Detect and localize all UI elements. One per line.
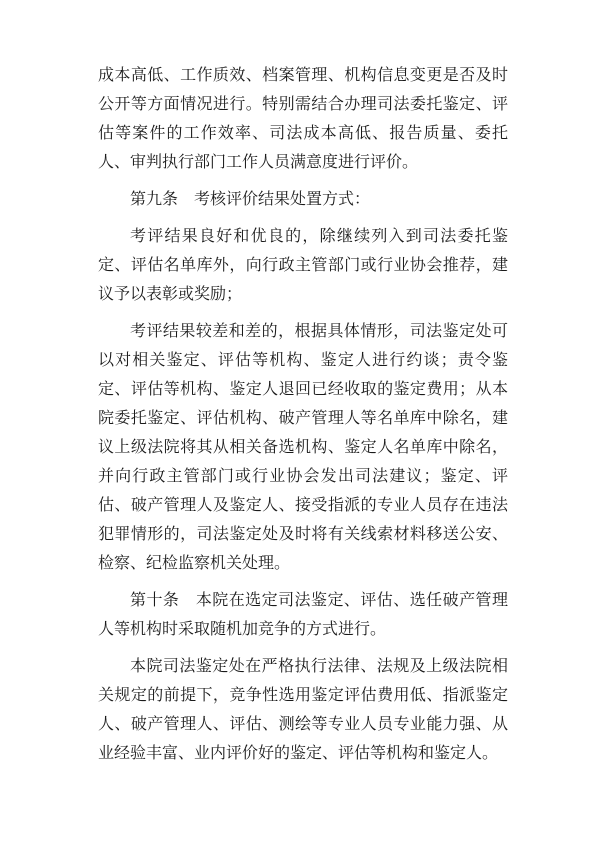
document-body (98, 60, 508, 775)
article-9-heading: 第九条 考核评价结果处置方式： (130, 189, 371, 208)
paragraph-poor-results: 考评结果较差和差的，根据具体情形，司法鉴定处可以对相关鉴定、评估等机构、鉴定人进行约谈；责令鉴定、评估等机构、鉴定人退回已经收取的鉴定费用；从本院委托鉴定、评估机构、破产管理人等名单库中除名，建议上级法院将其从相关备选机构、鉴定人名单库中除名，并向行政主管部门或行业协会发出司法建议；鉴定、评估、破产管理人及鉴定人、接受指派的专业人员存在违法犯罪情形的，司法鉴定处及时将有关线索材料移送公安、检察、纪检监察机关处理。 (98, 321, 508, 572)
paragraph-selection-criteria: 本院司法鉴定处在严格执行法律、法规及上级法院相关规定的前提下，竞争性选用鉴定评估费用低、指派鉴定人、破产管理人、评估、测绘等专业人员专业能力强、从业经验丰富、业内评价好的鉴定、评估等机构和鉴定人。 (98, 656, 508, 762)
paragraph-continuation: 成本高低、工作质效、档案管理、机构信息变更是否及时公开等方面情况进行。特别需结合办理司法委托鉴定、评估等案件的工作效率、司法成本高低、报告质量、委托人、审判执行部门工作人员满意度进行评价。 (98, 65, 508, 171)
paragraph-good-results: 考评结果良好和优良的，除继续列入到司法委托鉴定、评估名单库外，向行政主管部门或行业协会推荐，建议予以表彰或奖励； (98, 226, 508, 303)
article-10-heading: 第十条 本院在选定司法鉴定、评估、选任破产管理人等机构时采取随机加竞争的方式进行。 (98, 590, 508, 638)
